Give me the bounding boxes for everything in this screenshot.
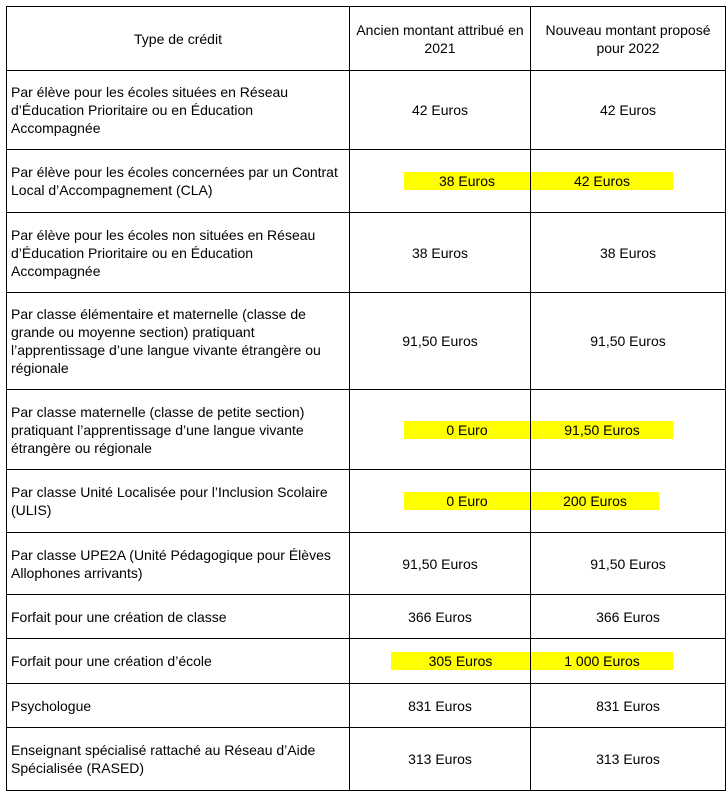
old-amount: 366 Euros (350, 595, 531, 639)
row-label: Enseignant spécialisé rattaché au Réseau d’Aide Spécialisée (RASED) (7, 728, 350, 791)
new-amount: 42 Euros (531, 71, 726, 150)
old-amount: 38 Euros (350, 213, 531, 293)
new-amount-cell (531, 639, 726, 684)
new-amount: 38 Euros (531, 213, 726, 293)
old-amount-highlighted: 38 Euros (404, 172, 530, 190)
row-label: Par classe maternelle (classe de petite section) pratiquant l’apprentissage d’une langue vivante étrangère ou régionale (7, 390, 350, 470)
old-amount: 831 Euros (350, 684, 531, 728)
row-label: Par classe UPE2A (Unité Pédagogique pour Élèves Allophones arrivants) (7, 533, 350, 595)
new-amount: 313 Euros (531, 728, 726, 791)
new-amount-highlighted: 91,50 Euros (531, 421, 673, 439)
row-label: Par élève pour les écoles non situées en Réseau d’Éducation Prioritaire ou en Éducation Accompagnée (7, 213, 350, 293)
old-amount: 91,50 Euros (350, 293, 531, 390)
table-row (7, 639, 726, 684)
header-nouveau-montant: Nouveau montant proposé pour 2022 (531, 7, 726, 71)
old-amount-highlighted: 0 Euro (404, 492, 530, 510)
header-ancien-montant: Ancien montant attribué en 2021 (350, 7, 531, 71)
new-amount-highlighted: 200 Euros (531, 492, 659, 510)
old-amount-cell (350, 639, 531, 684)
table-row (7, 728, 726, 791)
old-amount-highlighted: 305 Euros (391, 652, 530, 670)
new-amount-cell (531, 470, 726, 533)
old-amount-cell (350, 150, 531, 213)
header-type-de-credit: Type de crédit (7, 7, 350, 71)
new-amount-highlighted: 42 Euros (531, 172, 673, 190)
old-amount-cell (350, 390, 531, 470)
row-label: Par élève pour les écoles situées en Réseau d’Éducation Prioritaire ou en Éducation Accompagnée (7, 71, 350, 150)
old-amount-cell (350, 470, 531, 533)
new-amount: 831 Euros (531, 684, 726, 728)
table-row (7, 595, 726, 639)
new-amount: 366 Euros (531, 595, 726, 639)
table-row (7, 533, 726, 595)
new-amount: 91,50 Euros (531, 293, 726, 390)
old-amount-highlighted: 0 Euro (404, 421, 530, 439)
credits-table (6, 6, 726, 791)
table-row (7, 213, 726, 293)
new-amount-cell (531, 390, 726, 470)
row-label: Par élève pour les écoles concernées par un Contrat Local d’Accompagnement (CLA) (7, 150, 350, 213)
table-header-row (7, 7, 726, 71)
row-label: Par classe Unité Localisée pour l’Inclusion Scolaire (ULIS) (7, 470, 350, 533)
table-row (7, 71, 726, 150)
table-row (7, 390, 726, 470)
new-amount-highlighted: 1 000 Euros (531, 652, 673, 670)
old-amount: 313 Euros (350, 728, 531, 791)
row-label: Par classe élémentaire et maternelle (classe de grande ou moyenne section) pratiquant l’apprentissage d’une langue vivante étrangère ou régionale (7, 293, 350, 390)
old-amount: 91,50 Euros (350, 533, 531, 595)
table-row (7, 470, 726, 533)
old-amount: 42 Euros (350, 71, 531, 150)
new-amount-cell (531, 150, 726, 213)
row-label: Psychologue (7, 684, 350, 728)
table-row (7, 150, 726, 213)
table-row (7, 684, 726, 728)
row-label: Forfait pour une création d’école (7, 639, 350, 684)
table-row (7, 293, 726, 390)
new-amount: 91,50 Euros (531, 533, 726, 595)
row-label: Forfait pour une création de classe (7, 595, 350, 639)
